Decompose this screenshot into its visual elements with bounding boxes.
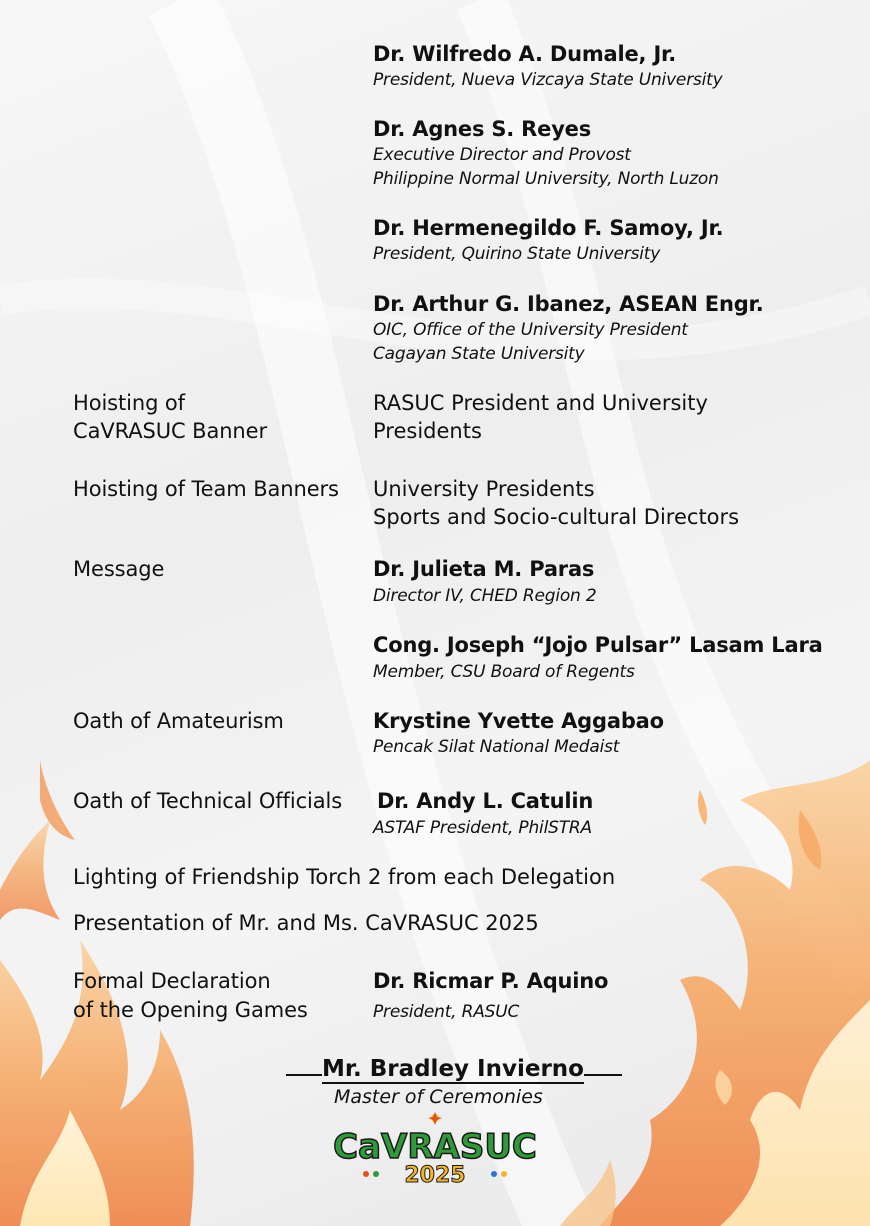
logo-word: CaVRASUC bbox=[333, 1127, 537, 1167]
program-item-label: Message bbox=[73, 557, 165, 581]
speaker-role: Director IV, CHED Region 2 bbox=[373, 586, 597, 606]
speaker-name: Cong. Joseph “Jojo Pulsar” Lasam Lara bbox=[373, 633, 823, 657]
guest-name: Dr. Wilfredo A. Dumale, Jr. bbox=[373, 42, 676, 66]
speaker-role: Pencak Silat National Medaist bbox=[373, 737, 620, 757]
program-item-label: of the Opening Games bbox=[73, 998, 308, 1022]
logo-year: 2025 bbox=[404, 1163, 466, 1188]
guest-role: President, Nueva Vizcaya State University bbox=[373, 70, 723, 90]
logo-dot-icon bbox=[363, 1171, 369, 1177]
guest-role: OIC, Office of the University President bbox=[373, 320, 688, 340]
logo-dot-icon bbox=[501, 1171, 507, 1177]
speaker-name: Dr. Andy L. Catulin bbox=[377, 789, 594, 813]
speaker-name: Krystine Yvette Aggabao bbox=[373, 709, 664, 733]
guest-name: Dr. Hermenegildo F. Samoy, Jr. bbox=[373, 216, 724, 240]
guest-role: Cagayan State University bbox=[373, 344, 585, 364]
program-item-label: Lighting of Friendship Torch 2 from each Delegation bbox=[73, 865, 616, 889]
logo-dot-icon bbox=[373, 1171, 379, 1177]
logo-star-icon bbox=[428, 1112, 442, 1125]
emcee-role: Master of Ceremonies bbox=[334, 1086, 543, 1108]
program-item-value: Presidents bbox=[373, 419, 482, 443]
guest-name: Dr. Arthur G. Ibanez, ASEAN Engr. bbox=[373, 292, 764, 316]
program-item-value: Sports and Socio-cultural Directors bbox=[373, 505, 740, 529]
program-item-label: Hoisting of bbox=[73, 391, 185, 415]
guest-name: Dr. Agnes S. Reyes bbox=[373, 117, 592, 141]
program-item-value: RASUC President and University bbox=[373, 391, 708, 415]
speaker-role: ASTAF President, PhilSTRA bbox=[373, 818, 592, 838]
logo-dot-icon bbox=[491, 1171, 497, 1177]
speaker-name: Dr. Ricmar P. Aquino bbox=[373, 969, 609, 993]
program-item-value: University Presidents bbox=[373, 477, 595, 501]
program-item-label: Oath of Amateurism bbox=[73, 709, 284, 733]
speaker-name: Dr. Julieta M. Paras bbox=[373, 557, 595, 581]
speaker-role: President, RASUC bbox=[373, 1002, 520, 1022]
program-item-label: CaVRASUC Banner bbox=[73, 419, 267, 443]
speaker-role: Member, CSU Board of Regents bbox=[373, 662, 635, 682]
emcee-name bbox=[286, 1056, 622, 1082]
emcee-name-text: Mr. Bradley Invierno bbox=[322, 1056, 584, 1082]
guest-role: Philippine Normal University, North Luzon bbox=[373, 169, 719, 189]
program-item-label: Presentation of Mr. and Ms. CaVRASUC 2025 bbox=[73, 911, 539, 935]
program-item-label: Oath of Technical Officials bbox=[73, 789, 343, 813]
guest-role: Executive Director and Provost bbox=[373, 145, 631, 165]
cavrasuc-logo bbox=[333, 1112, 537, 1188]
program-item-label: Hoisting of Team Banners bbox=[73, 477, 339, 501]
guest-role: President, Quirino State University bbox=[373, 244, 661, 264]
program-item-label: Formal Declaration bbox=[73, 969, 271, 993]
